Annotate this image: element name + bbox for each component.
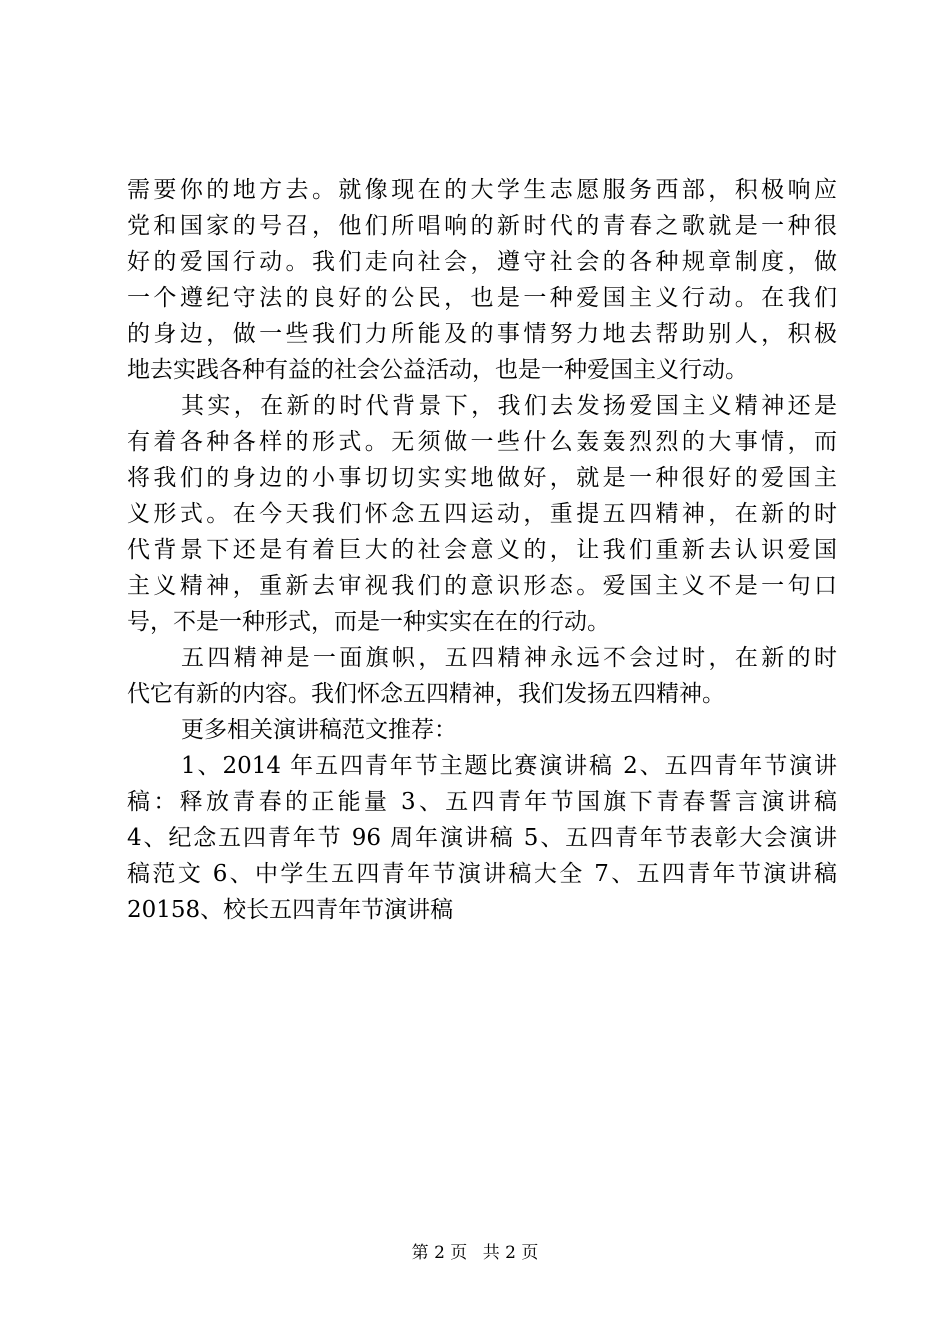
paragraph-p3 (127, 640, 837, 712)
text-line: 其实，在新的时代背景下，我们去发扬爱国主义精神还是 (181, 393, 837, 419)
text-line: 1、2014 年五四青年节主题比赛演讲稿 2、五四青年节演讲 (181, 753, 837, 779)
text-line: 稿范文 6、中学生五四青年节演讲稿大全 7、五四青年节演讲稿 (127, 861, 837, 887)
text-line: 地去实践各种有益的社会公益活动，也是一种爱国主义行动。 (127, 357, 748, 383)
text-line: 一个遵纪守法的良好的公民，也是一种爱国主义行动。在我们 (127, 285, 837, 311)
text-line: 义形式。在今天我们怀念五四运动，重提五四精神，在新的时 (127, 501, 837, 527)
text-line: 的身边，做一些我们力所能及的事情努力地去帮助别人，积极 (127, 321, 837, 347)
page-number: 第 2 页 (411, 1243, 468, 1263)
text-line: 号，不是一种形式，而是一种实实在在的行动。 (127, 609, 610, 635)
text-line: 20158、校长五四青年节演讲稿 (127, 897, 454, 923)
paragraph-p1 (127, 172, 837, 388)
text-line: 4、纪念五四青年节 96 周年演讲稿 5、五四青年节表彰大会演讲 (127, 825, 837, 851)
text-line: 五四精神是一面旗帜，五四精神永远不会过时，在新的时 (181, 645, 837, 671)
text-line: 代它有新的内容。我们怀念五四精神，我们发扬五四精神。 (127, 681, 725, 707)
page-footer (0, 1241, 950, 1265)
paragraph-p2 (127, 388, 837, 640)
page-total: 共 2 页 (482, 1243, 539, 1263)
text-line: 将我们的身边的小事切切实实地做好，就是一种很好的爱国主 (127, 465, 837, 491)
text-line: 更多相关演讲稿范文推荐： (181, 717, 457, 743)
text-line: 好的爱国行动。我们走向社会，遵守社会的各种规章制度，做 (127, 249, 837, 275)
text-line: 代背景下还是有着巨大的社会意义的，让我们重新去认识爱国 (127, 537, 837, 563)
text-line: 主义精神，重新去审视我们的意识形态。爱国主义不是一句口 (127, 573, 837, 599)
paragraph-p5 (127, 748, 837, 928)
text-line: 有着各种各样的形式。无须做一些什么轰轰烈烈的大事情，而 (127, 429, 837, 455)
text-line: 需要你的地方去。就像现在的大学生志愿服务西部，积极响应 (127, 177, 837, 203)
paragraph-p4 (127, 712, 837, 748)
text-line: 党和国家的号召，他们所唱响的新时代的青春之歌就是一种很 (127, 213, 837, 239)
document-body (127, 172, 837, 928)
text-line: 稿：释放青春的正能量 3、五四青年节国旗下青春誓言演讲稿 (127, 789, 837, 815)
